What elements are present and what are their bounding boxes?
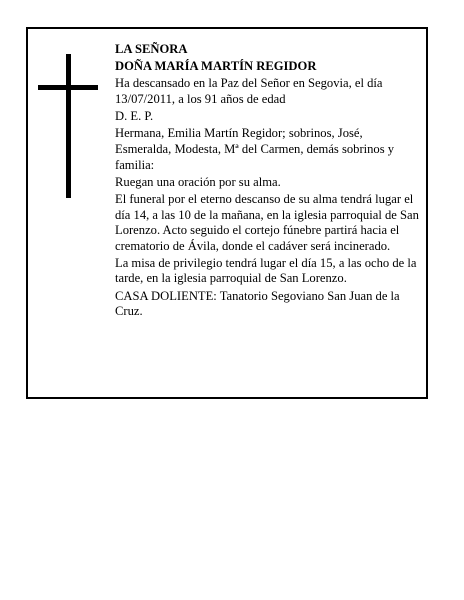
deceased-name: DOÑA MARÍA MARTÍN REGIDOR bbox=[115, 59, 317, 74]
rip-abbreviation: D. E. P. bbox=[115, 109, 154, 124]
mass-details: La misa de privilegio tendrá lugar el día 15, a las ocho de la tarde, en la iglesia parroquial de San Lorenzo. bbox=[115, 255, 417, 286]
family-members: Hermana, Emilia Martín Regidor; sobrinos, José, Esmeralda, Modesta, Mª del Carmen, demás sobrinos y familia: bbox=[115, 126, 395, 172]
funeral-details: El funeral por el eterno descanso de su alma tendrá lugar el día 14, a las 10 de la mañana, en la iglesia parroquial de San Lorenzo. Acto seguido el cortejo fúnebre partirá hacia el crematorio de Ávila, donde el cadáver será incinerado. bbox=[115, 191, 419, 253]
notice-text-block bbox=[115, 42, 421, 321]
obituary-notice-frame bbox=[26, 27, 428, 399]
death-announcement: Ha descansado en la Paz del Señor en Segovia, el día 13/07/2011, a los 91 años de edad bbox=[115, 76, 383, 106]
prayer-request: Ruegan una oración por su alma. bbox=[115, 174, 281, 189]
cross-vertical-bar bbox=[66, 54, 71, 198]
funeral-home: CASA DOLIENTE: Tanatorio Segoviano San Juan de la Cruz. bbox=[115, 288, 400, 319]
heading-line-1: LA SEÑORA bbox=[115, 42, 188, 56]
cross-icon bbox=[38, 54, 98, 198]
cross-horizontal-bar bbox=[38, 85, 98, 90]
